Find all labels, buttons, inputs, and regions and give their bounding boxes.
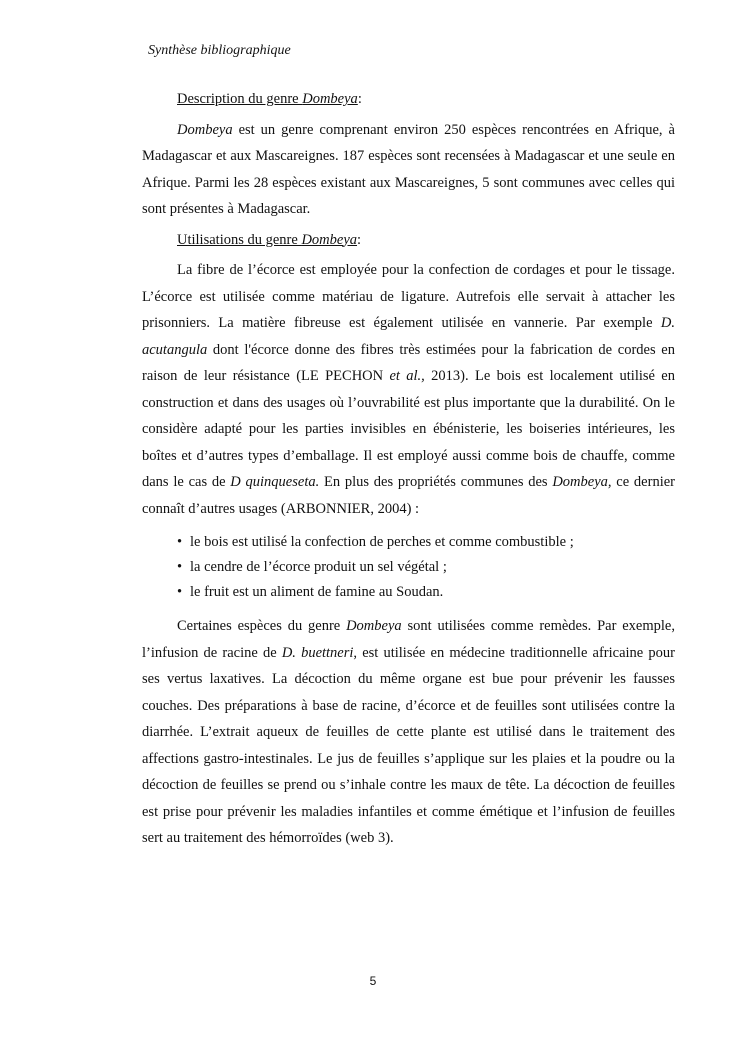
- running-header: Synthèse bibliographique: [148, 43, 291, 58]
- document-body: [142, 86, 675, 852]
- paragraph-description: Dombeya est un genre comprenant environ 250 espèces rencontrées en Afrique, à Madagascar et aux Mascareignes. 187 espèces sont recensées à Madagascar et une seule en Afrique. Parmi les 28 espèces existant aux Mascareignes, 5 sont communes avec celles qui sont présentes à Madagascar.: [142, 121, 675, 217]
- list-item: • la cendre de l’écorce produit un sel végétal ;: [177, 559, 447, 575]
- bullet-list: [142, 530, 675, 605]
- list-item: • le bois est utilisé la confection de perches et comme combustible ;: [177, 534, 574, 550]
- page-number: 5: [369, 974, 377, 988]
- list-item: • le fruit est un aliment de famine au Soudan.: [177, 584, 444, 600]
- paragraph-remedes: Certaines espèces du genre Dombeya sont utilisées comme remèdes. Par exemple, l’infusion de racine de D. buettneri, est utilisée en médecine traditionnelle africaine pour ses vertus laxatives. La décoction du même organe est bue pour prévenir les fausses couches. Des préparations à base de racine, d’écorce et de feuilles sont utilisées contre la diarrhée. L’extrait aqueux de feuilles de cette plante est utilisé dans le traitement des affections gastro-intestinales. Le jus de feuilles s’applique sur les plaies et la poudre ou la décoction de feuilles se prend ou s’inhale contre les maux de tête. La décoction de feuilles est prise pour prévenir les maladies infantiles et comme émétique et l’infusion de feuilles sert au traitement des hémorroïdes (web 3).: [142, 618, 675, 846]
- paragraph-utilisations: La fibre de l’écorce est employée pour la confection de cordages et pour le tissage. L’écorce est utilisée comme matériau de ligature. Autrefois elle servait à attacher les prisonniers. La matière fibreuse est également utilisée en vannerie. Par exemple D. acutangula dont l'écorce donne des fibres très estimées pour la fabrication de cordes en raison de leur résistance (LE PECHON et al., 2013). Le bois est localement utilisé en construction et dans des usages où l’ouvrabilité est plus importante que la durabilité. On le considère adapté pour les parties invisibles en ébénisterie, les boiseries intérieures, les boîtes et d’autres types d’emballage. Il est employé aussi comme bois de chauffe, comme dans le cas de D quinqueseta. En plus des propriétés communes des Dombeya, ce dernier connaît d’autres usages (ARBONNIER, 2004) :: [142, 262, 675, 517]
- section-title-utilisations: Utilisations du genre Dombeya:: [177, 231, 362, 248]
- section-title-description: Description du genre Dombeya:: [177, 91, 362, 107]
